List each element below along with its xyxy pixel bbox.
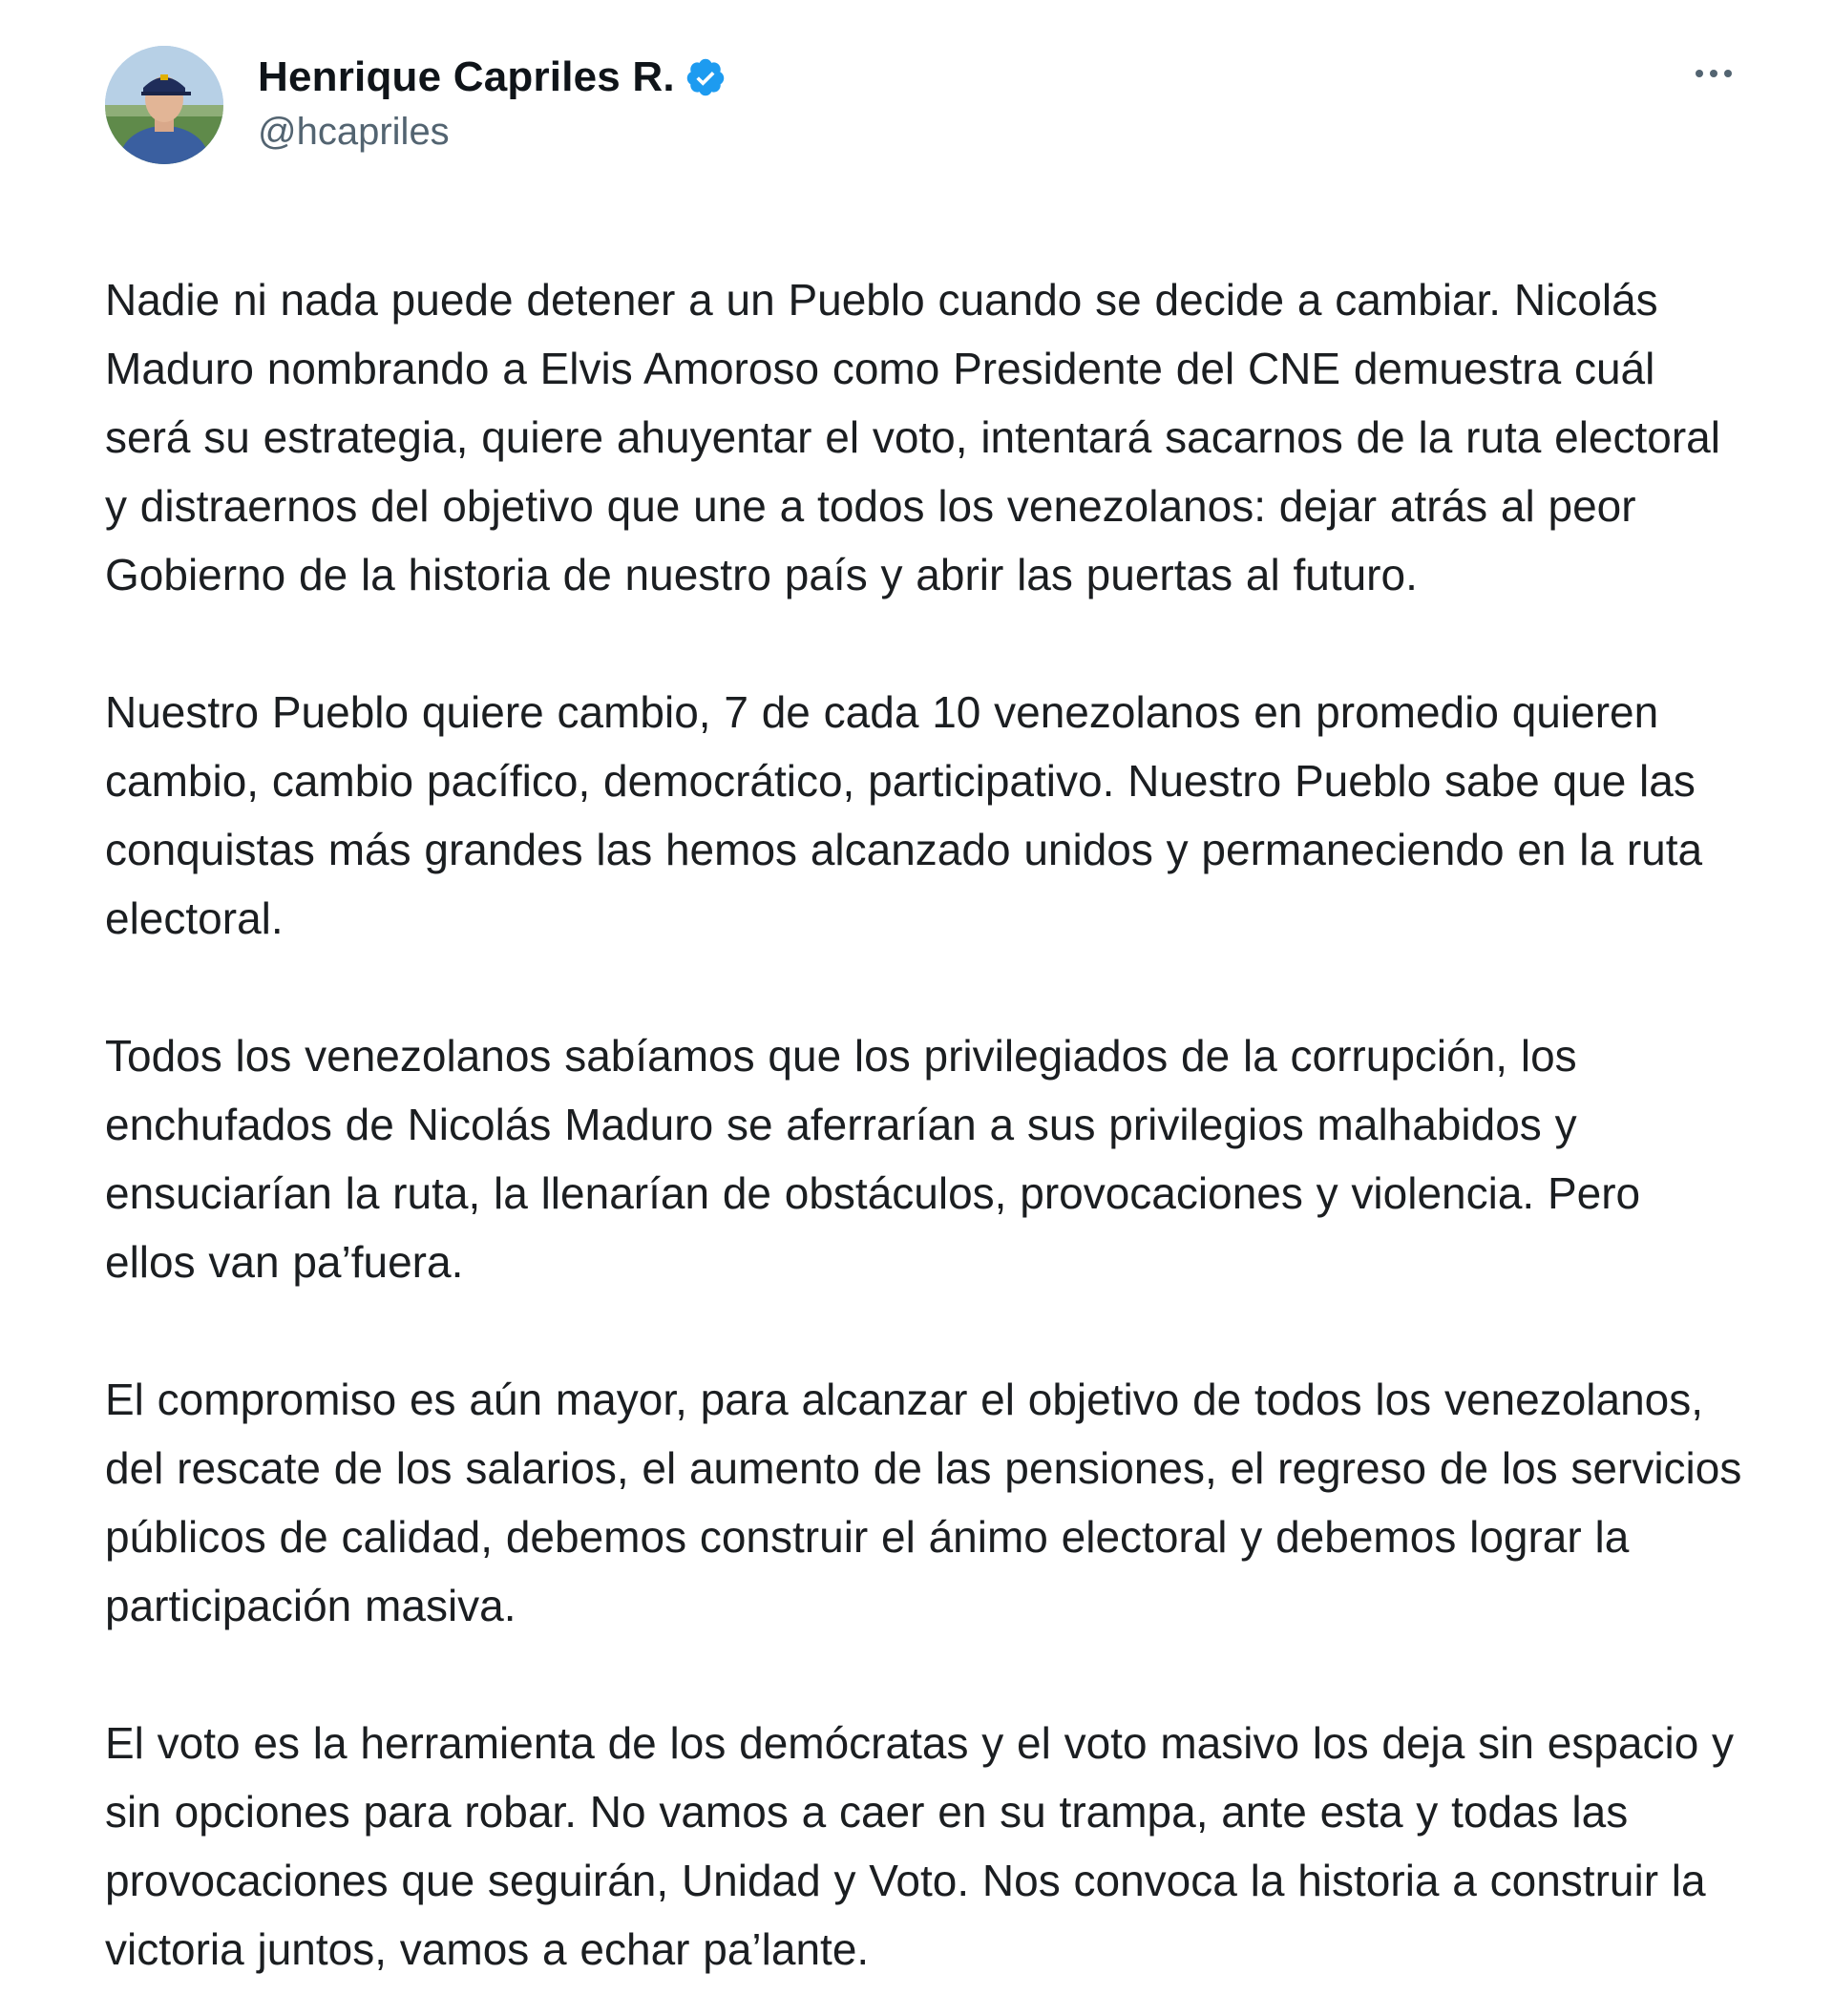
tweet-text bbox=[105, 265, 1742, 1984]
author-identity bbox=[258, 50, 727, 154]
tweet-paragraph: Todos los venezolanos sabíamos que los privilegiados de la corrupción, los enchufados de Nicolás Maduro se aferrarían a sus privilegios malhabidos y ensuciarían la ruta, la llenarían de obstáculos, provocaciones y violencia. Pero ellos van pa’fuera. bbox=[105, 1031, 1641, 1287]
tweet-paragraph: El voto es la herramienta de los demócratas y el voto masivo los deja sin espacio y sin opciones para robar. No vamos a caer en su trampa, ante esta y todas las provocaciones que seguirán, Unidad y Voto. Nos convoca la historia a construir la victoria juntos, vamos a echar pa’lante. bbox=[105, 1718, 1735, 1974]
tweet-paragraph: Nadie ni nada puede detener a un Pueblo cuando se decide a cambiar. Nicolás Maduro nombrando a Elvis Amoroso como Presidente del CNE demuestra cuál será su estrategia, quiere ahuyentar el voto, intentará sacarnos de la ruta electoral y distraernos del objetivo que une a todos los venezolanos: dejar atrás al peor Gobierno de la historia de nuestro país y abrir las puertas al futuro. bbox=[105, 275, 1720, 599]
more-horizontal-icon bbox=[1696, 70, 1732, 77]
author-handle[interactable]: @hcapriles bbox=[258, 111, 450, 153]
more-options-button[interactable] bbox=[1685, 50, 1742, 97]
verified-badge-icon bbox=[685, 56, 727, 98]
tweet-paragraph: Nuestro Pueblo quiere cambio, 7 de cada 10 venezolanos en promedio quieren cambio, cambio pacífico, democrático, participativo. Nuestro Pueblo sabe que las conquistas más grandes las hemos alcanzado unidos y permaneciendo en la ruta electoral. bbox=[105, 687, 1703, 943]
tweet-paragraph: El compromiso es aún mayor, para alcanzar el objetivo de todos los venezolanos, del rescate de los salarios, el aumento de las pensiones, el regreso de los servicios públicos de calidad, debemos construir el ánimo electoral y debemos lograr la participación masiva. bbox=[105, 1375, 1742, 1630]
avatar[interactable] bbox=[105, 46, 223, 164]
display-name[interactable]: Henrique Capriles R. bbox=[258, 53, 675, 100]
profile-photo-icon bbox=[105, 46, 223, 164]
name-row bbox=[258, 50, 727, 105]
tweet-header bbox=[105, 46, 1742, 170]
